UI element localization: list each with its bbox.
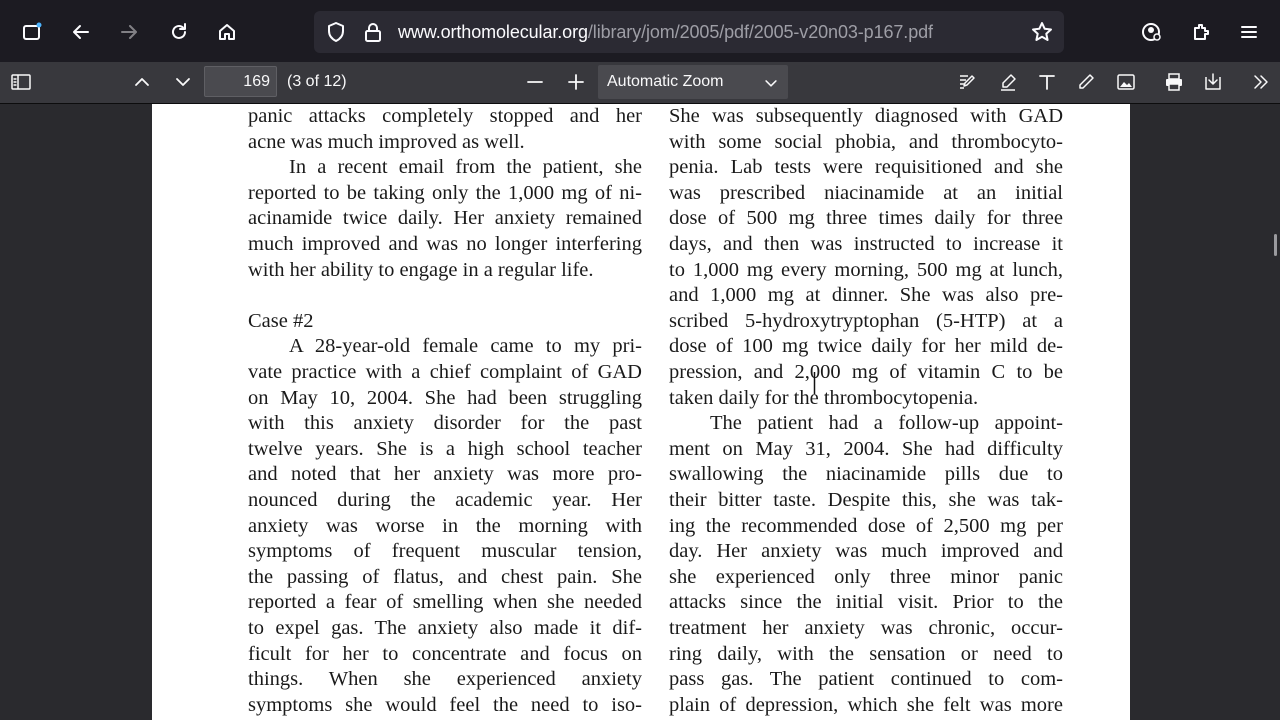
url-path: /library/jom/2005/pdf/2005-v20n03-p167.pdf (587, 22, 933, 42)
text-line: with some social phobia, and thrombocyto- (669, 130, 1063, 153)
text-line: panic attacks completely stopped and her (248, 105, 642, 127)
page-number-input[interactable]: 169 (204, 66, 277, 97)
text-line: treatment her anxiety was chronic, occur- (669, 617, 1063, 639)
add-image-icon[interactable] (1114, 70, 1138, 94)
text-line: nounced during the academic year. Her (248, 489, 642, 511)
account-icon[interactable] (1133, 14, 1169, 50)
text-line: the passing of flatus, and chest pain. She (248, 565, 642, 588)
pdf-viewer[interactable] (0, 104, 1280, 720)
text-line: on May 10, 2004. She had been struggling (248, 386, 642, 409)
text-line: scribed 5-hydroxytryptophan (5-HTP) at a (669, 309, 1063, 332)
text-line: reported to be taking only the 1,000 mg of ni- (248, 181, 642, 204)
url-text[interactable] (398, 22, 933, 43)
bookmark-star-icon[interactable] (1031, 21, 1053, 43)
text-line: to expel gas. The anxiety also made it dif- (248, 617, 642, 639)
draw-icon[interactable] (1074, 70, 1098, 94)
text-line: A 28-year-old female came to my pri- (289, 335, 642, 358)
save-download-icon[interactable] (1201, 70, 1225, 94)
zoom-select-value: Automatic Zoom (607, 73, 724, 90)
text-line: was prescribed niacinamide at an initial (669, 181, 1063, 204)
text-line: dose of 100 mg twice daily for her mild de- (669, 335, 1063, 358)
section-heading: Case #2 (248, 309, 314, 332)
text-line: ment on May 31, 2004. She had difficulty (669, 437, 1063, 460)
text-line: vate practice with a chief complaint of GAD (248, 361, 642, 383)
text-line: days, and then was instructed to increase it (669, 233, 1063, 255)
text-line: much improved and was no longer interfering (248, 233, 642, 255)
text-line: anxiety was worse in the morning with (248, 514, 642, 537)
text-line: The patient had a follow-up appoint- (710, 412, 1063, 435)
chevron-down-icon (764, 66, 778, 103)
text-line: with this anxiety disorder for the past (248, 412, 642, 435)
extensions-icon[interactable] (1183, 14, 1219, 50)
pdf-page (152, 104, 1130, 720)
next-page-icon[interactable] (171, 70, 195, 94)
text-line: symptoms she would feel the need to iso- (248, 693, 642, 716)
text-line: to 1,000 mg every morning, 500 mg at lunch, (669, 258, 1063, 281)
text-line: ficult for her to concentrate and focus on (248, 642, 642, 665)
text-line: acne was much improved as well. (248, 130, 525, 153)
text-line: She was subsequently diagnosed with GAD (669, 105, 1063, 127)
url-host: www.orthomolecular.org (398, 22, 588, 42)
text-line: ring daily, with the sensation or need to (669, 642, 1063, 665)
lock-icon[interactable] (362, 21, 384, 43)
browser-toolbar (0, 0, 1280, 62)
text-line: with her ability to engage in a regular life. (248, 258, 594, 281)
text-line: penia. Lab tests were requisitioned and she (669, 156, 1063, 179)
text-line: twelve years. She is a high school teacher (248, 437, 642, 460)
text-line: acinamide twice daily. Her anxiety remained (248, 207, 642, 230)
text-line: symptoms of frequent muscular tension, (248, 540, 642, 563)
shield-icon[interactable] (325, 21, 347, 43)
text-line: In a recent email from the patient, she (289, 156, 642, 179)
text-line: things. When she experienced anxiety (248, 668, 642, 691)
text-line: plain of depression, which she felt was more (669, 693, 1063, 716)
vertical-scrollbar-thumb[interactable] (1274, 234, 1277, 256)
print-icon[interactable] (1162, 70, 1186, 94)
previous-page-icon[interactable] (130, 70, 154, 94)
sidebar-toggle-icon[interactable] (9, 70, 33, 94)
address-bar[interactable] (314, 11, 1064, 53)
text-cursor-icon (813, 372, 816, 394)
text-line: ing the recommended dose of 2,500 mg per (669, 514, 1063, 537)
text-line: pression, and 2,000 mg of vitamin C to be (669, 361, 1063, 383)
text-line: taken daily for the thrombocytopenia. (669, 386, 979, 409)
text-line: attacks since the initial visit. Prior to the (669, 591, 1063, 614)
reload-icon[interactable] (161, 14, 197, 50)
text-line: their bitter taste. Despite this, she was tak- (669, 489, 1063, 511)
zoom-in-icon[interactable] (564, 70, 588, 94)
highlight-icon[interactable] (996, 70, 1020, 94)
text-line: and noted that her anxiety was more pro- (248, 463, 642, 486)
back-icon[interactable] (63, 14, 99, 50)
menu-icon[interactable] (1231, 14, 1267, 50)
page-count-label: (3 of 12) (287, 73, 347, 90)
edit-document-icon[interactable] (955, 70, 979, 94)
home-icon[interactable] (209, 14, 245, 50)
text-line: pass gas. The patient continued to com- (669, 668, 1063, 691)
zoom-out-icon[interactable] (523, 70, 547, 94)
text-line: swallowing the niacinamide pills due to (669, 463, 1063, 486)
forward-icon[interactable] (111, 14, 147, 50)
text-line: and 1,000 mg at dinner. She was also pre- (669, 284, 1063, 307)
text-line: day. Her anxiety was much improved and (669, 540, 1063, 563)
text-line: reported a fear of smelling when she needed (248, 591, 642, 614)
tab-overview-icon[interactable] (14, 14, 50, 50)
tools-chevron-icon[interactable] (1249, 70, 1273, 94)
zoom-select[interactable] (598, 65, 788, 99)
text-line: dose of 500 mg three times daily for three (669, 207, 1063, 230)
add-text-icon[interactable] (1035, 70, 1059, 94)
text-line: she experienced only three minor panic (669, 565, 1063, 588)
